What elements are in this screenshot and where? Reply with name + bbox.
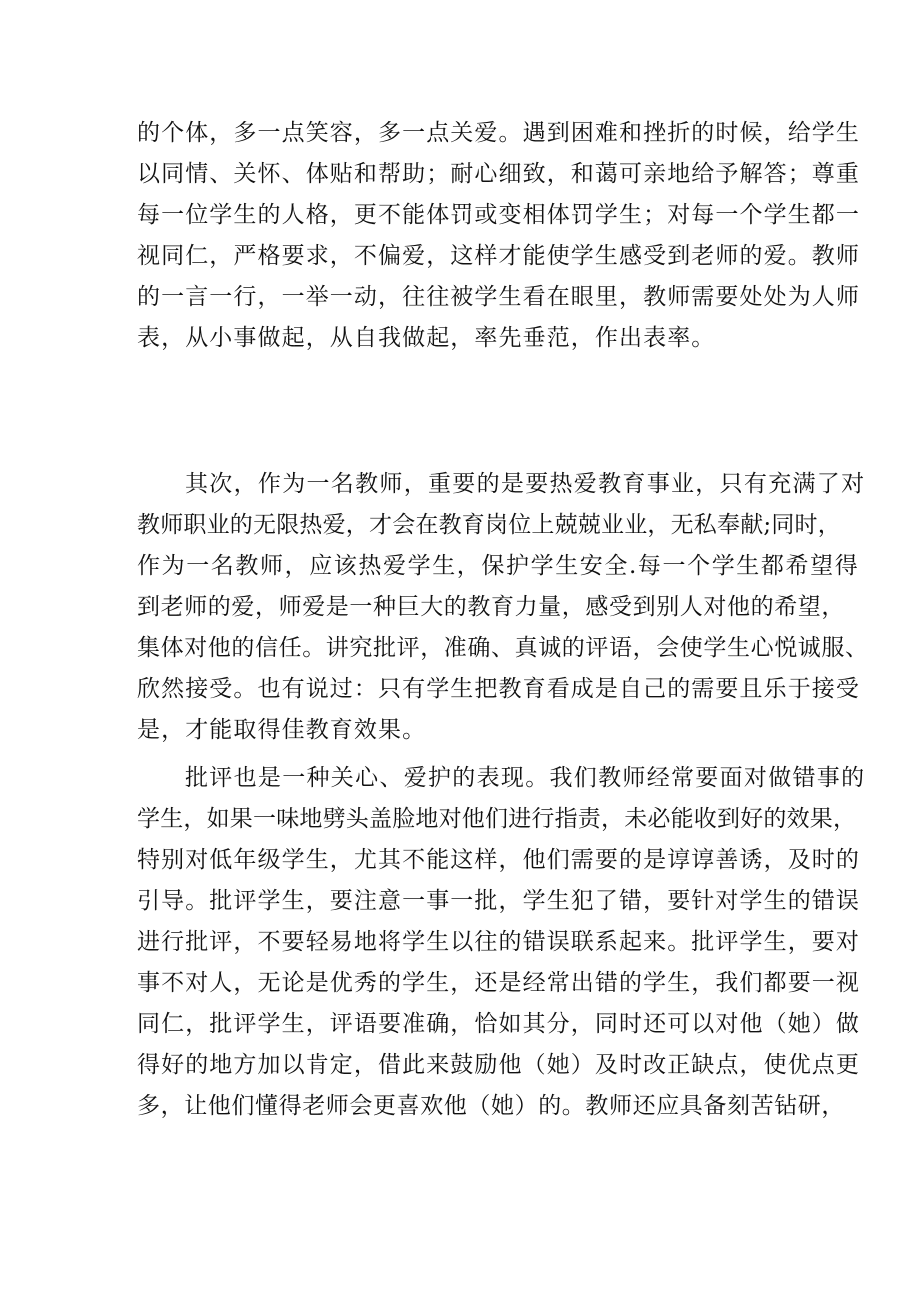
paragraph-line: 以同情、关怀、体贴和帮助；耐心细致，和蔼可亲地给予解答；尊重 [137, 161, 860, 187]
paragraph-line: 引导。批评学生，要注意一事一批，学生犯了错，要针对学生的错误 [137, 888, 860, 914]
paragraph-line: 视同仁，严格要求，不偏爱，这样才能使学生感受到老师的爱。教师 [137, 243, 860, 269]
paragraph-line: 欣然接受。也有说过：只有学生把教育看成是自己的需要且乐于接受 [137, 676, 860, 702]
paragraph-line: 批评也是一种关心、爱护的表现。我们教师经常要面对做错事的 [185, 765, 866, 791]
paragraph-line: 的一言一行，一举一动，往往被学生看在眼里，教师需要处处为人师 [137, 284, 860, 310]
paragraph-line: 教师职业的无限热爱，才会在教育岗位上兢兢业业，无私奉献;同时， [137, 512, 841, 538]
paragraph-line: 到老师的爱，师爱是一种巨大的教育力量，感受到别人对他的希望， [137, 594, 845, 620]
paragraph-line: 是，才能取得佳教育效果。 [137, 717, 427, 743]
paragraph-line: 事不对人，无论是优秀的学生，还是经常出错的学生，我们都要一视 [137, 970, 860, 996]
paragraph-line: 集体对他的信任。讲究批评，准确、真诚的评语，会使学生心悦诚服、 [137, 635, 869, 661]
paragraph-line: 表，从小事做起，从自我做起，率先垂范，作出表率。 [137, 325, 716, 351]
paragraph-line: 每一位学生的人格，更不能体罚或变相体罚学生；对每一个学生都一 [137, 202, 860, 228]
paragraph-line: 同仁，批评学生，评语要准确，恰如其分，同时还可以对他（她）做 [137, 1011, 860, 1037]
paragraph-line: 多，让他们懂得老师会更喜欢他（她）的。教师还应具备刻苦钻研， [137, 1093, 845, 1119]
paragraph-line: 学生，如果一味地劈头盖脸地对他们进行指责，未必能收到好的效果， [137, 806, 857, 832]
paragraph-line: 特别对低年级学生，尤其不能这样，他们需要的是谆谆善诱，及时的 [137, 847, 860, 873]
paragraph-line: 其次，作为一名教师，重要的是要热爱教育事业，只有充满了对 [185, 471, 866, 497]
paragraph-line: 得好的地方加以肯定，借此来鼓励他（她）及时改正缺点，使优点更 [137, 1052, 860, 1078]
paragraph-line: 的个体，多一点笑容，多一点关爱。遇到困难和挫折的时候，给学生 [137, 120, 860, 146]
paragraph-line: 进行批评，不要轻易地将学生以往的错误联系起来。批评学生，要对 [137, 929, 860, 955]
paragraph-line: 作为一名教师，应该热爱学生，保护学生安全.每一个学生都希望得 [137, 553, 860, 579]
